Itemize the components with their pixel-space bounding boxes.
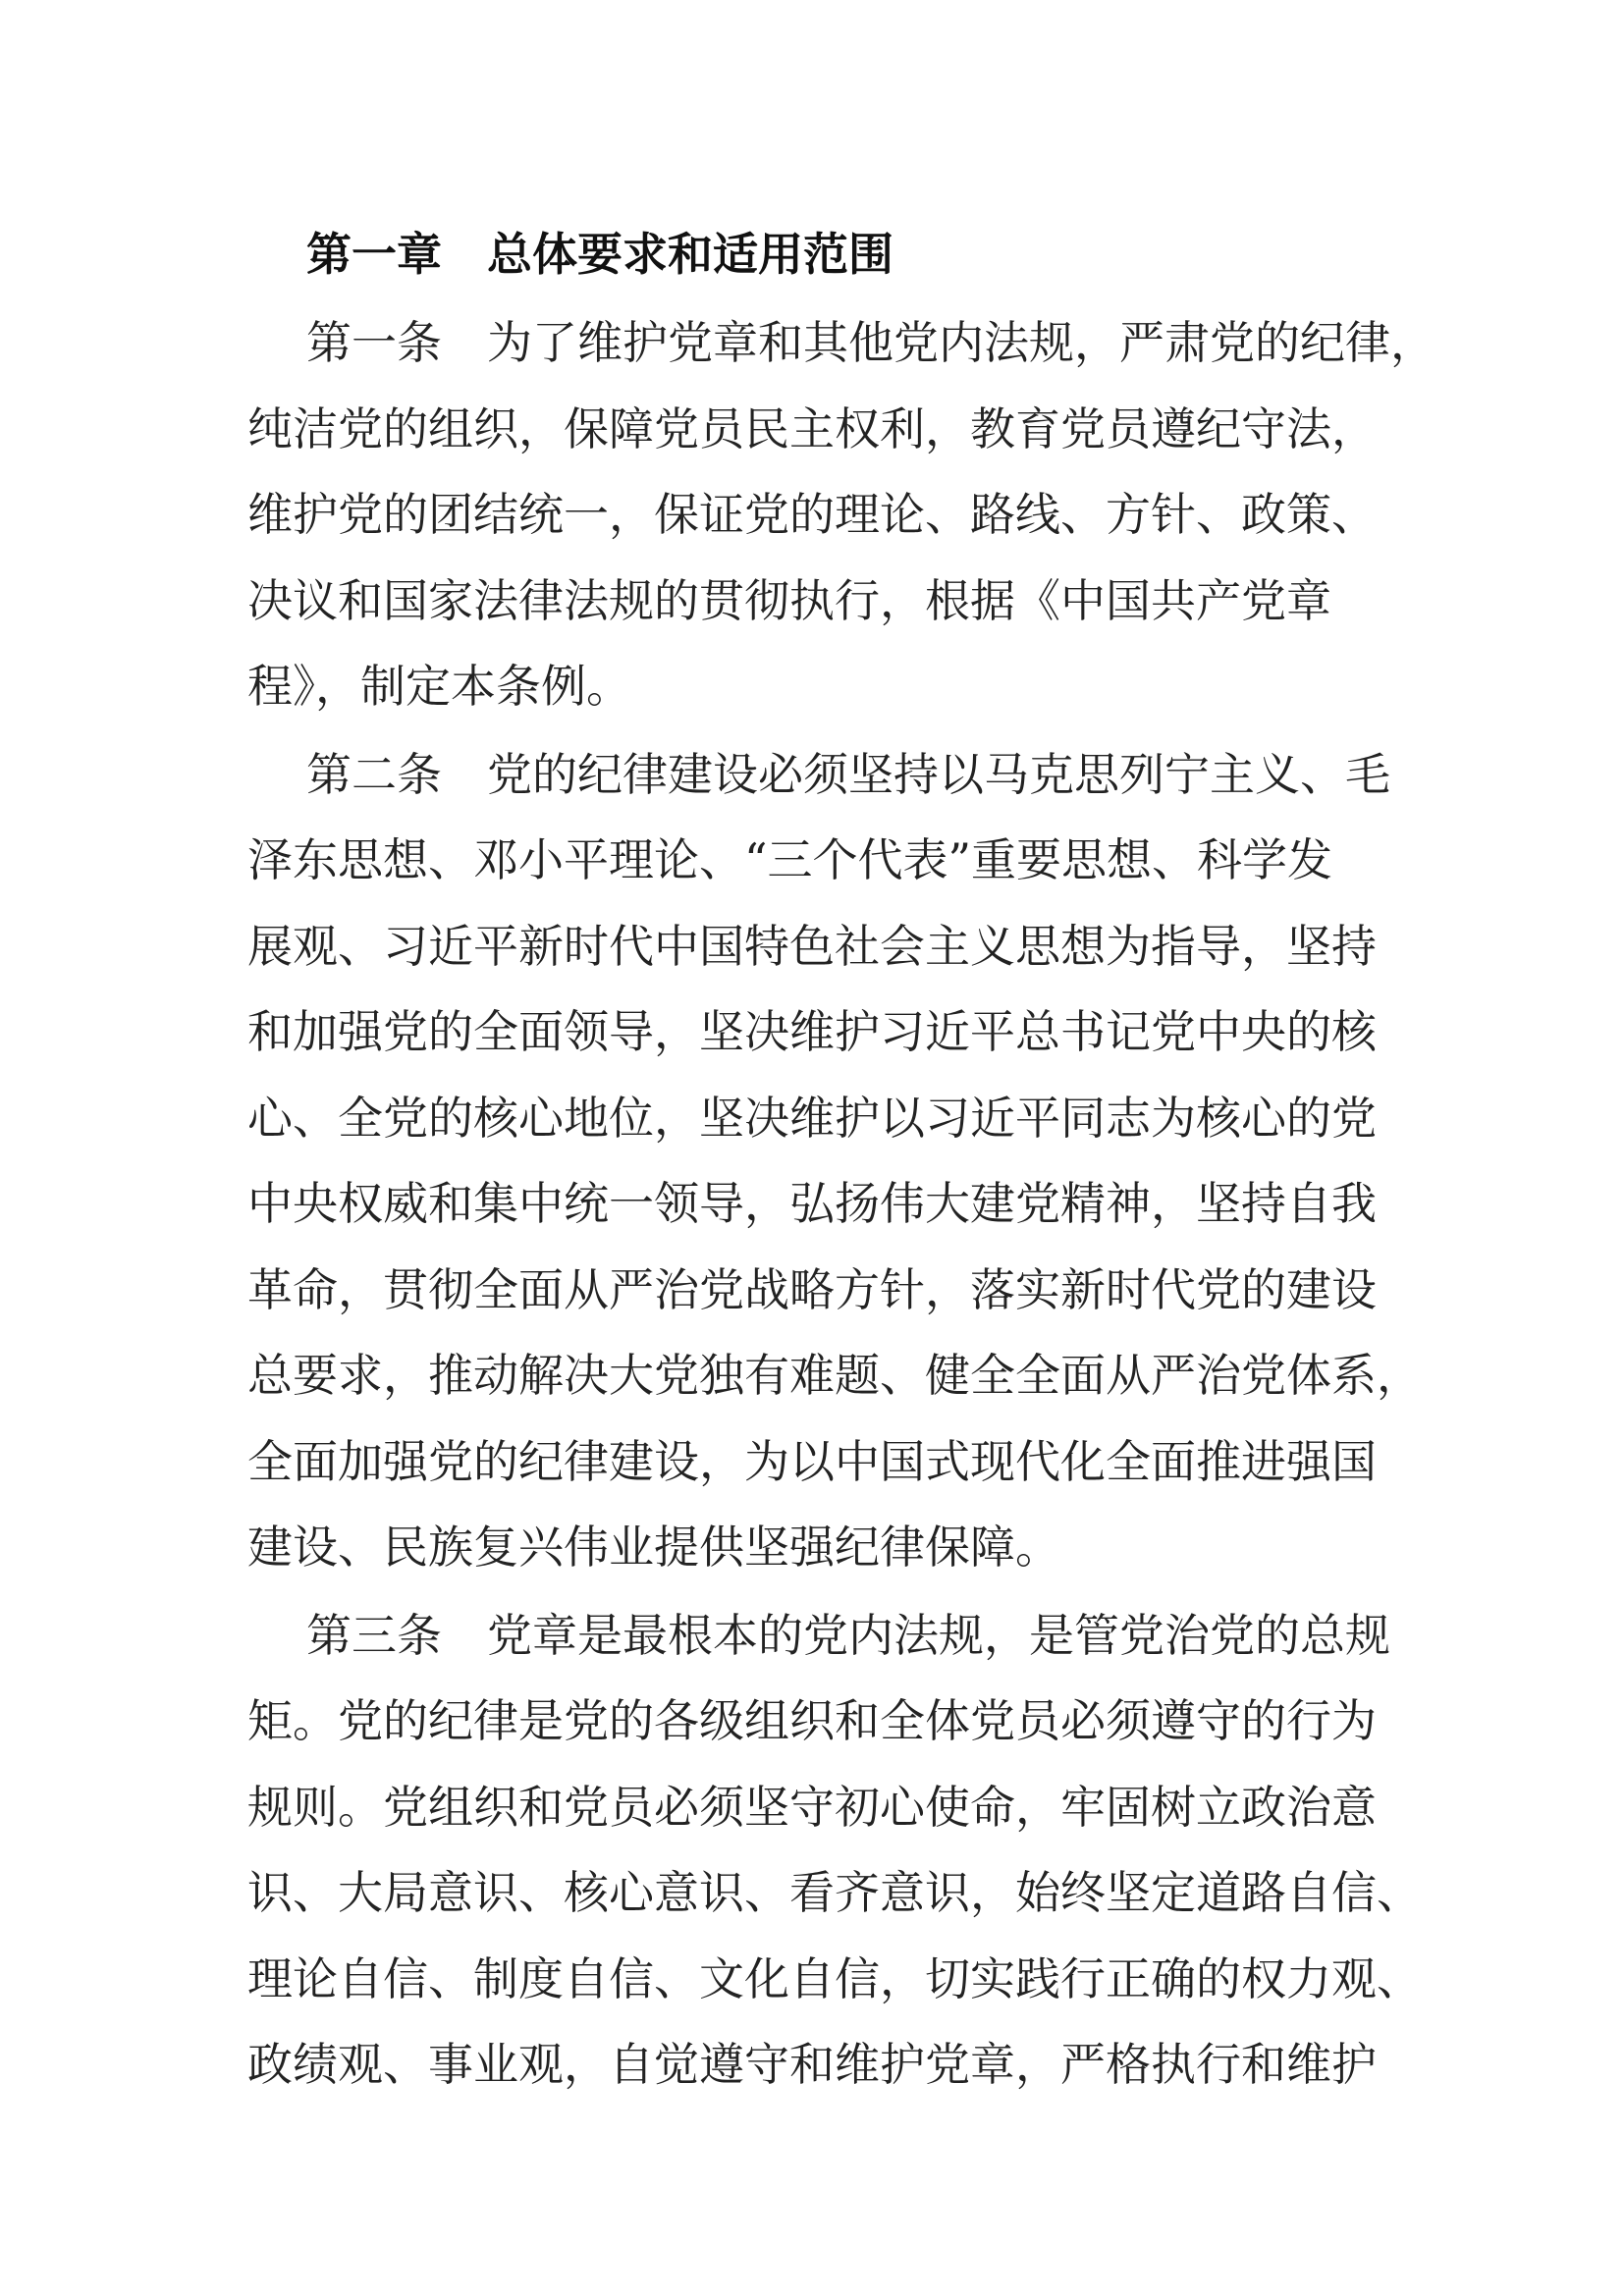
chapter-title: 第一章 总体要求和适用范围 [306,228,893,281]
paragraph-line: 矩。党的纪律是党的各级组织和全体党员必须遵守的行为 [247,1694,1377,1747]
paragraph-line: 革命，贯彻全面从严治党战略方针，落实新时代党的建设 [247,1262,1377,1316]
paragraph-line: 识、大局意识、核心意识、看齐意识，始终坚定道路自信、 [247,1866,1422,1919]
paragraph-line: 程》，制定本条例。 [247,660,631,713]
article-1 [247,300,1435,730]
paragraph-line: 政绩观、事业观，自觉遵守和维护党章，严格执行和维护 [247,2038,1377,2091]
paragraph-line: 第二条 党的纪律建设必须坚持以马克思列宁主义、毛 [306,747,1390,801]
paragraph-line: 第一条 为了维护党章和其他党内法规，严肃党的纪律， [306,316,1435,369]
paragraph-line: 规则。党组织和党员必须坚守初心使命，牢固树立政治意 [247,1780,1377,1834]
paragraph-line: 维护党的团结统一，保证党的理论、路线、方针、政策、 [247,488,1377,541]
paragraph-line: 纯洁党的组织，保障党员民主权利，教育党员遵纪守法， [247,401,1377,455]
paragraph-line: 建设、民族复兴伟业提供坚强纪律保障。 [247,1521,1060,1574]
paragraph-line: 泽东思想、邓小平理论、“三个代表”重要思想、科学发 [247,833,1333,886]
paragraph-line: 决议和国家法律法规的贯彻执行，根据《中国共产党章 [247,573,1331,627]
paragraph-line: 全面加强党的纪律建设，为以中国式现代化全面推进强国 [247,1434,1377,1488]
paragraph-line: 第三条 党章是最根本的党内法规，是管党治党的总规 [306,1608,1390,1662]
paragraph-line: 心、全党的核心地位，坚决维护以习近平同志为核心的党 [247,1091,1377,1145]
article-3 [247,1593,1422,2109]
paragraph-line: 展观、习近平新时代中国特色社会主义思想为指导，坚持 [247,919,1377,973]
paragraph-line: 中央权威和集中统一领导，弘扬伟大建党精神，坚持自我 [247,1177,1377,1230]
paragraph-line: 总要求，推动解决大党独有难题、健全全面从严治党体系， [247,1349,1422,1402]
paragraph-line: 和加强党的全面领导，坚决维护习近平总书记党中央的核 [247,1005,1377,1058]
article-2 [247,732,1422,1591]
document-body [247,218,1435,2110]
paragraph-line: 理论自信、制度自信、文化自信，切实践行正确的权力观、 [247,1951,1422,2005]
